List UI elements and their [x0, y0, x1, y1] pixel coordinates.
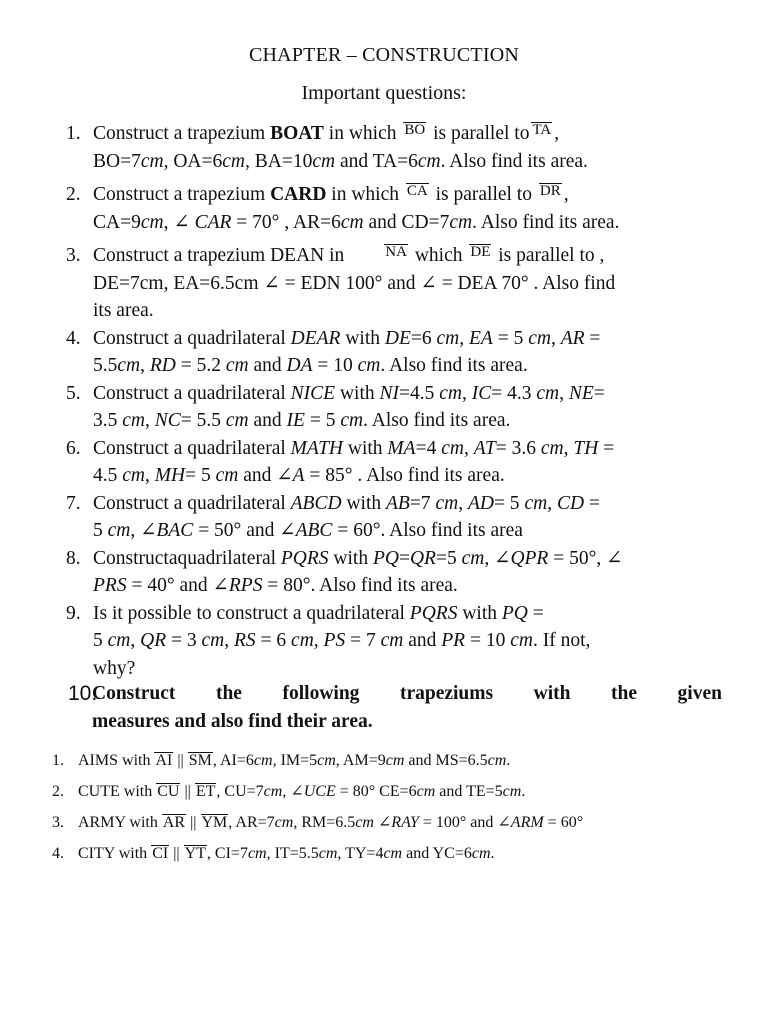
question-line [93, 380, 726, 408]
unit: cm [225, 355, 249, 376]
side-name: EA [469, 327, 493, 349]
angle-name: PRS [93, 575, 127, 596]
sub-question-list [52, 748, 692, 872]
question-3 [66, 242, 726, 325]
text: 4.5 [93, 465, 123, 486]
trapezium-name: CARD [270, 184, 327, 205]
segment-label: TA [532, 122, 552, 138]
text: = 5 [185, 465, 216, 486]
text: Construct a trapezium [93, 123, 271, 144]
text: and MS=6.5 [404, 752, 488, 769]
text: , [461, 382, 472, 404]
text: = 40° and ∠ [126, 575, 229, 596]
text: . Also find its area. [380, 355, 528, 376]
question-line [93, 435, 726, 463]
sub-question-2 [52, 779, 692, 810]
unit: cm [461, 547, 485, 569]
question-4 [66, 325, 726, 380]
text: which [409, 245, 468, 266]
side-name: DE [384, 327, 411, 349]
text: , [547, 492, 557, 514]
question-line: why? [93, 657, 136, 679]
text: Construct a quadrilateral [93, 492, 291, 514]
text: with [328, 547, 373, 569]
segment-label: BO [404, 122, 426, 138]
text: Construct a quadrilateral [93, 327, 291, 349]
text: = 85° . Also find its area. [304, 465, 505, 486]
text: = 5 [304, 410, 341, 431]
side-name: AT [473, 437, 496, 459]
text: , ∠ [484, 547, 511, 569]
segment-label: DE [470, 244, 491, 260]
side-name: RS [234, 630, 256, 651]
text: , AM=9 [335, 752, 386, 769]
text: , [313, 630, 324, 651]
word: the [215, 683, 242, 704]
segment-label: AR [162, 814, 186, 831]
text: = 80° CE=6 [335, 783, 417, 800]
question-line [93, 600, 726, 628]
text: CUTE with [78, 783, 157, 800]
unit: cm [502, 783, 522, 800]
unit: cm [225, 410, 249, 431]
text: ARMY with [78, 814, 162, 831]
sub-question-1 [52, 748, 692, 779]
side-name: NE [568, 382, 594, 404]
question-6 [66, 435, 726, 490]
text: is parallel to , [493, 245, 605, 266]
side-name: RD [149, 355, 176, 376]
question-number: 2. [66, 184, 81, 205]
text: AIMS with [78, 752, 155, 769]
text: =5 [435, 547, 462, 569]
side-name: MH [154, 465, 186, 486]
question-line [93, 490, 726, 518]
text: = 50°, ∠ [548, 547, 623, 569]
unit: cm [416, 783, 436, 800]
question-line: its area. [93, 300, 154, 321]
question-number: 6. [66, 437, 81, 459]
unit: cm [312, 150, 336, 172]
text: =6 [410, 327, 437, 349]
text: , CU=7 [216, 783, 264, 800]
text: , IM=5 [272, 752, 318, 769]
text: . If not, [532, 630, 591, 651]
unit: cm [253, 752, 273, 769]
segment-label: YT [184, 845, 206, 862]
question-number: 5. [66, 382, 81, 404]
question-number: 3. [66, 245, 81, 266]
text: BO=7 [93, 150, 141, 172]
text: Is it possible to construct a quadrilateral [93, 602, 410, 624]
text: Construct a quadrilateral [93, 437, 291, 459]
text: = 70° , AR=6 [231, 211, 341, 233]
text: with [335, 382, 380, 404]
unit: cm [340, 410, 364, 431]
text: || [173, 752, 188, 769]
side-name: AR [560, 327, 585, 349]
text: = 10 [312, 355, 358, 376]
question-line [93, 517, 726, 545]
sub-question-number: 4. [52, 845, 64, 862]
text: , ∠ [282, 783, 304, 800]
text: and CD=7 [363, 211, 450, 233]
text: = 7 [345, 630, 381, 651]
text: and ∠ [238, 465, 293, 486]
text: ∠ [373, 814, 392, 831]
question-8 [66, 545, 726, 600]
text: . Also find its area. [440, 150, 588, 172]
text: and TA=6 [335, 150, 418, 172]
segment-label: CU [157, 783, 180, 800]
text: 5 [93, 630, 108, 651]
text: = 60°. Also find its area [332, 520, 523, 541]
word: given [677, 683, 722, 704]
text: , [130, 630, 141, 651]
text: 5.5 [93, 355, 118, 376]
unit: cm [107, 520, 131, 541]
text: . [506, 752, 511, 769]
unit: cm [439, 382, 462, 404]
text: , ∠ [130, 520, 157, 541]
unit: cm [201, 630, 225, 651]
question-10 [68, 680, 722, 735]
text: || [186, 814, 201, 831]
text: = 80°. Also find its area. [262, 575, 458, 596]
text: , AI=6 [212, 752, 254, 769]
sub-question-number: 1. [52, 752, 64, 769]
shape-name: MATH [290, 437, 343, 459]
text: =4 [415, 437, 442, 459]
word: the [611, 683, 638, 704]
text: || [169, 845, 184, 862]
text: , [563, 184, 569, 205]
question-line [93, 181, 726, 209]
text: and YC=6 [402, 845, 472, 862]
shape-name: PQRS [409, 602, 458, 624]
segment-label: YM [201, 814, 228, 831]
text: . Also find its area. [363, 410, 511, 431]
question-number: 8. [66, 547, 81, 569]
unit: cm [355, 814, 374, 831]
question-line [93, 352, 726, 380]
unit: cm [247, 845, 267, 862]
sub-question-4 [52, 841, 692, 872]
side-name: QR [140, 630, 167, 651]
angle-name: ARM [510, 814, 544, 831]
side-name: AB [385, 492, 410, 514]
side-name: MA [387, 437, 416, 459]
text: , [145, 465, 155, 486]
text: and TE=5 [435, 783, 503, 800]
text: = 50° and ∠ [193, 520, 296, 541]
segment-label: ET [195, 783, 216, 800]
question-2 [66, 181, 726, 236]
text: with [343, 437, 388, 459]
angle-name: UCE [303, 783, 336, 800]
text: = [584, 492, 600, 514]
segment-label: DR [539, 183, 561, 199]
unit: cm [117, 355, 141, 376]
text: with [341, 492, 386, 514]
side-name: PR [441, 630, 466, 651]
unit: cm [107, 630, 131, 651]
unit: cm [524, 492, 548, 514]
unit: cm [140, 150, 164, 172]
text: Constructaquadrilateral [93, 547, 281, 569]
unit: cm [435, 492, 459, 514]
text: Construct a quadrilateral [93, 382, 291, 404]
text: = 5 [492, 327, 529, 349]
page-subtitle: Important questions: [301, 82, 467, 104]
word: following [282, 683, 360, 704]
unit: cm [536, 382, 560, 404]
text: and [248, 355, 287, 376]
text: || [180, 783, 195, 800]
unit: cm [222, 150, 246, 172]
unit: cm [528, 327, 551, 349]
trapezium-name: BOAT [270, 123, 324, 144]
chapter-title: CHAPTER – CONSTRUCTION [249, 44, 519, 66]
text: = 6 [255, 630, 292, 651]
text: , CI=7 [206, 845, 248, 862]
text: , TY=4 [337, 845, 384, 862]
unit: cm [274, 814, 294, 831]
text: = 4.3 [491, 382, 537, 404]
text: 3.5 [93, 410, 123, 431]
text: = 5.5 [180, 410, 226, 431]
unit: cm [263, 783, 283, 800]
word: trapeziums [399, 683, 494, 704]
sub-question-number: 2. [52, 783, 64, 800]
unit: cm [436, 327, 460, 349]
angle-name: BAC [156, 520, 194, 541]
question-line [93, 120, 726, 148]
sub-question-number: 3. [52, 814, 64, 831]
text: CA=9 [93, 211, 141, 233]
text: , OA=6 [163, 150, 223, 172]
word: with [533, 683, 571, 704]
side-name: TH [573, 437, 599, 459]
question-line [93, 545, 726, 573]
text: . [521, 783, 526, 800]
text: CITY with [78, 845, 152, 862]
question-line [93, 325, 726, 353]
text: , [559, 382, 569, 404]
question-line [93, 209, 726, 237]
text: = 100° and ∠ [418, 814, 511, 831]
unit: cm [380, 630, 404, 651]
text: . Also find its area. [472, 211, 620, 233]
shape-name: ABCD [290, 492, 342, 514]
text: is parallel to [430, 184, 537, 205]
unit: cm [441, 437, 464, 459]
question-number: 1. [66, 123, 81, 144]
text: , ∠ [163, 211, 195, 233]
segment-label: CI [152, 845, 169, 862]
unit: cm [510, 630, 533, 651]
angle-name: RAY [391, 814, 419, 831]
side-name: IC [471, 382, 492, 404]
text: = 3 [166, 630, 202, 651]
text: , [550, 327, 561, 349]
text: , [224, 630, 234, 651]
text: = [593, 382, 605, 404]
unit: cm [417, 150, 441, 172]
question-number: 7. [66, 492, 81, 514]
side-name: PS [323, 630, 346, 651]
unit: cm [449, 211, 473, 233]
unit: cm [383, 845, 403, 862]
segment-label: NA [385, 244, 407, 260]
text: =4.5 [398, 382, 440, 404]
text: , RM=6.5 [293, 814, 356, 831]
text: with [457, 602, 502, 624]
segment-label: CA [406, 183, 428, 199]
question-line [92, 680, 722, 708]
text: = [584, 327, 601, 349]
side-name: NI [379, 382, 399, 404]
sub-question-3 [52, 810, 692, 841]
angle-name: CAR [194, 211, 232, 233]
question-line [93, 148, 726, 176]
unit: cm [385, 752, 405, 769]
unit: cm [317, 752, 336, 769]
unit: cm [122, 465, 145, 486]
question-5 [66, 380, 726, 435]
side-name: NC [154, 410, 181, 431]
text: and [248, 410, 287, 431]
text: with [340, 327, 385, 349]
question-line [93, 627, 726, 655]
unit: cm [140, 211, 164, 233]
text: , [459, 327, 470, 349]
text: and [403, 630, 442, 651]
text: , [145, 410, 155, 431]
text: 5 [93, 520, 108, 541]
text: = 10 [465, 630, 511, 651]
text: . [490, 845, 495, 862]
question-number: 4. [66, 327, 81, 349]
unit: cm [291, 630, 314, 651]
unit: cm [540, 437, 564, 459]
text: , AR=7 [228, 814, 275, 831]
question-line [93, 242, 726, 270]
text: = 5 [493, 492, 525, 514]
question-line [93, 572, 726, 600]
unit: cm [122, 410, 145, 431]
shape-name: NICE [290, 382, 336, 404]
unit: cm [471, 845, 491, 862]
question-line [93, 407, 726, 435]
text: , IT=5.5 [266, 845, 319, 862]
text: Construct a trapezium [93, 184, 271, 205]
text: = [527, 602, 544, 624]
segment-label: AI [155, 752, 173, 769]
side-name: PQ [372, 547, 399, 569]
angle-name: A [292, 465, 305, 486]
unit: cm [318, 845, 338, 862]
question-7 [66, 490, 726, 545]
text: , [458, 492, 468, 514]
text: = 60° [543, 814, 584, 831]
question-line [93, 462, 726, 490]
shape-name: DEAR [290, 327, 341, 349]
text: , [563, 437, 574, 459]
text: = [598, 437, 615, 459]
side-name: AD [467, 492, 494, 514]
side-name: PQ [501, 602, 528, 624]
angle-name: QPR [510, 547, 549, 569]
text: , [463, 437, 474, 459]
text: = 5.2 [175, 355, 226, 376]
text: is parallel to [428, 123, 530, 144]
angle-name: ABC [295, 520, 333, 541]
text: in which [323, 123, 402, 144]
side-name: CD [556, 492, 585, 514]
unit: cm [487, 752, 507, 769]
question-line: DE=7cm, EA=6.5cm ∠ = EDN 100° and ∠ = DEA 70° . Also find [93, 272, 616, 294]
question-list [66, 120, 726, 682]
angle-name: RPS [228, 575, 263, 596]
segment-label: SM [188, 752, 212, 769]
text: , BA=10 [245, 150, 313, 172]
side-name: DA [286, 355, 313, 376]
shape-name: PQRS [280, 547, 329, 569]
unit: cm [340, 211, 364, 233]
question-line: measures and also find their area. [92, 710, 373, 732]
question-number: 9. [66, 602, 81, 624]
question-number: 10. [68, 682, 98, 705]
text: = 3.6 [495, 437, 541, 459]
text: = [398, 547, 410, 569]
side-name: IE [286, 410, 305, 431]
question-9 [66, 600, 726, 683]
unit: cm [357, 355, 381, 376]
question-1 [66, 120, 726, 175]
unit: cm [215, 465, 239, 486]
word: Construct [92, 683, 176, 704]
text: , [140, 355, 150, 376]
text: =7 [409, 492, 436, 514]
text: Construct a trapezium DEAN in [93, 245, 345, 266]
text: , [554, 123, 560, 144]
text: in which [326, 184, 404, 205]
side-name: QR [409, 547, 436, 569]
